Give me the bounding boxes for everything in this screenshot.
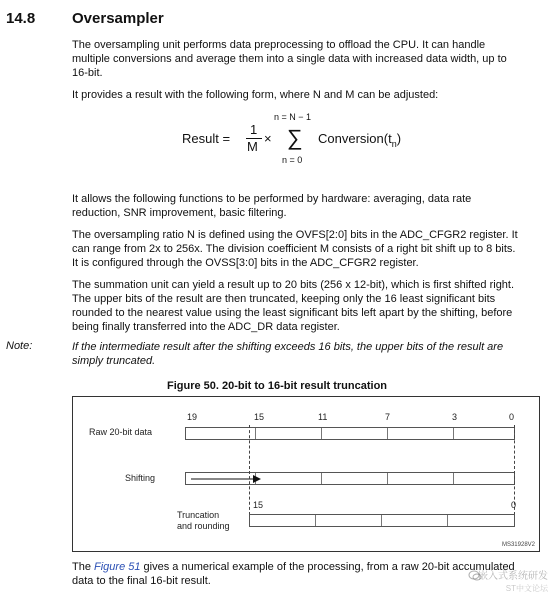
formula-term bbox=[318, 131, 402, 149]
bit-label-7: 7 bbox=[385, 412, 391, 422]
paragraph-functions bbox=[72, 192, 542, 220]
text-line: The summation unit can yield a result up to 20 bits (256 x 12-bit), which is first shifted right. bbox=[72, 279, 515, 291]
lower-bit-label-0: 0 bbox=[511, 500, 517, 510]
figure-title: Figure 50. 20-bit to 16-bit result truncation bbox=[166, 380, 388, 392]
text-line: can range from 2x to 256x. The division coefficient M consists of a right bit shift up to 8 bits. bbox=[72, 243, 516, 255]
lower-bit-label-15: 15 bbox=[253, 500, 264, 510]
text-line: rounded to the nearest value using the least significant bits left apart by the shifting, before bbox=[72, 307, 513, 319]
text-line: 16-bit. bbox=[72, 67, 103, 79]
truncation-diagram bbox=[72, 396, 540, 552]
text-line: The oversampling unit performs data preprocessing to offload the CPU. It can handle bbox=[72, 39, 486, 51]
raw-data-label: Raw 20-bit data bbox=[89, 427, 153, 437]
text-line: It allows the following functions to be performed by hardware: averaging, data rate bbox=[72, 193, 472, 205]
text-line: reduction, SNR improvement, basic filtering. bbox=[72, 207, 287, 219]
formula-lower-limit: n = 0 bbox=[282, 155, 303, 165]
sigma-symbol: ∑ bbox=[287, 125, 303, 150]
text-line: It provides a result with the following form, where N and M can be adjusted: bbox=[72, 89, 439, 101]
figure-tag: MS31928V2 bbox=[501, 542, 535, 548]
bit-label-19: 19 bbox=[187, 412, 198, 422]
formula-denominator: M bbox=[247, 139, 258, 154]
text-prefix: The bbox=[72, 561, 95, 573]
text-line: data to the final 16-bit result. bbox=[72, 575, 211, 587]
text-line: multiple conversions and average them into a single data with increased data width, up to bbox=[72, 53, 507, 65]
figure-51-link[interactable]: Figure 51 bbox=[94, 561, 141, 573]
watermark-text: 嵌入式系统研发 bbox=[478, 571, 548, 582]
text-line: being finally transferred into the ADC_DR data register. bbox=[72, 321, 340, 333]
shifting-label: Shifting bbox=[125, 473, 156, 483]
paragraph-summation bbox=[72, 278, 542, 334]
paragraph-form bbox=[72, 88, 542, 102]
formula-term-text: Conversion(t bbox=[318, 131, 392, 146]
note-text bbox=[72, 340, 542, 368]
bit-label-15: 15 bbox=[254, 412, 265, 422]
section-title: Oversampler bbox=[72, 10, 164, 27]
paragraph-ratio bbox=[72, 228, 542, 270]
raw-20bit-register bbox=[185, 427, 515, 440]
shift-arrow-icon bbox=[185, 473, 265, 485]
formula-subscript: n bbox=[391, 139, 397, 149]
text-line: The oversampling ratio N is defined using the OVFS[2:0] bits in the ADC_CFGR2 register. It bbox=[72, 229, 518, 241]
formula-upper-limit: n = N − 1 bbox=[274, 112, 312, 122]
formula-close: ) bbox=[396, 131, 402, 146]
truncation-label: Truncation bbox=[177, 510, 220, 520]
note-label: Note: bbox=[6, 340, 33, 352]
result-16bit-register bbox=[249, 514, 515, 527]
watermark-subtext: ST中文论坛 bbox=[505, 584, 548, 593]
bit-label-11: 11 bbox=[318, 412, 328, 422]
text-rest: gives a numerical example of the processing, from a raw 20-bit accumulated bbox=[140, 561, 515, 573]
rounding-label: and rounding bbox=[177, 521, 230, 531]
formula-lhs: Result = bbox=[182, 131, 231, 146]
text-line: It is configured through the OVSS[3:0] bits in the ADC_CFGR2 register. bbox=[72, 257, 419, 269]
formula-times: × bbox=[264, 131, 272, 146]
paragraph-intro bbox=[72, 38, 542, 80]
formula-numerator: 1 bbox=[250, 122, 258, 137]
bit-label-3: 3 bbox=[452, 412, 458, 422]
section-number: 14.8 bbox=[6, 10, 36, 27]
text-line: simply truncated. bbox=[72, 355, 156, 367]
bit-label-0: 0 bbox=[509, 412, 515, 422]
text-line: If the intermediate result after the shifting exceeds 16 bits, the upper bits of the result are bbox=[72, 341, 504, 353]
bit15-guide-line bbox=[249, 425, 250, 515]
text-line: The upper bits of the result are then truncated, keeping only the 16 least significant bits bbox=[72, 293, 496, 305]
